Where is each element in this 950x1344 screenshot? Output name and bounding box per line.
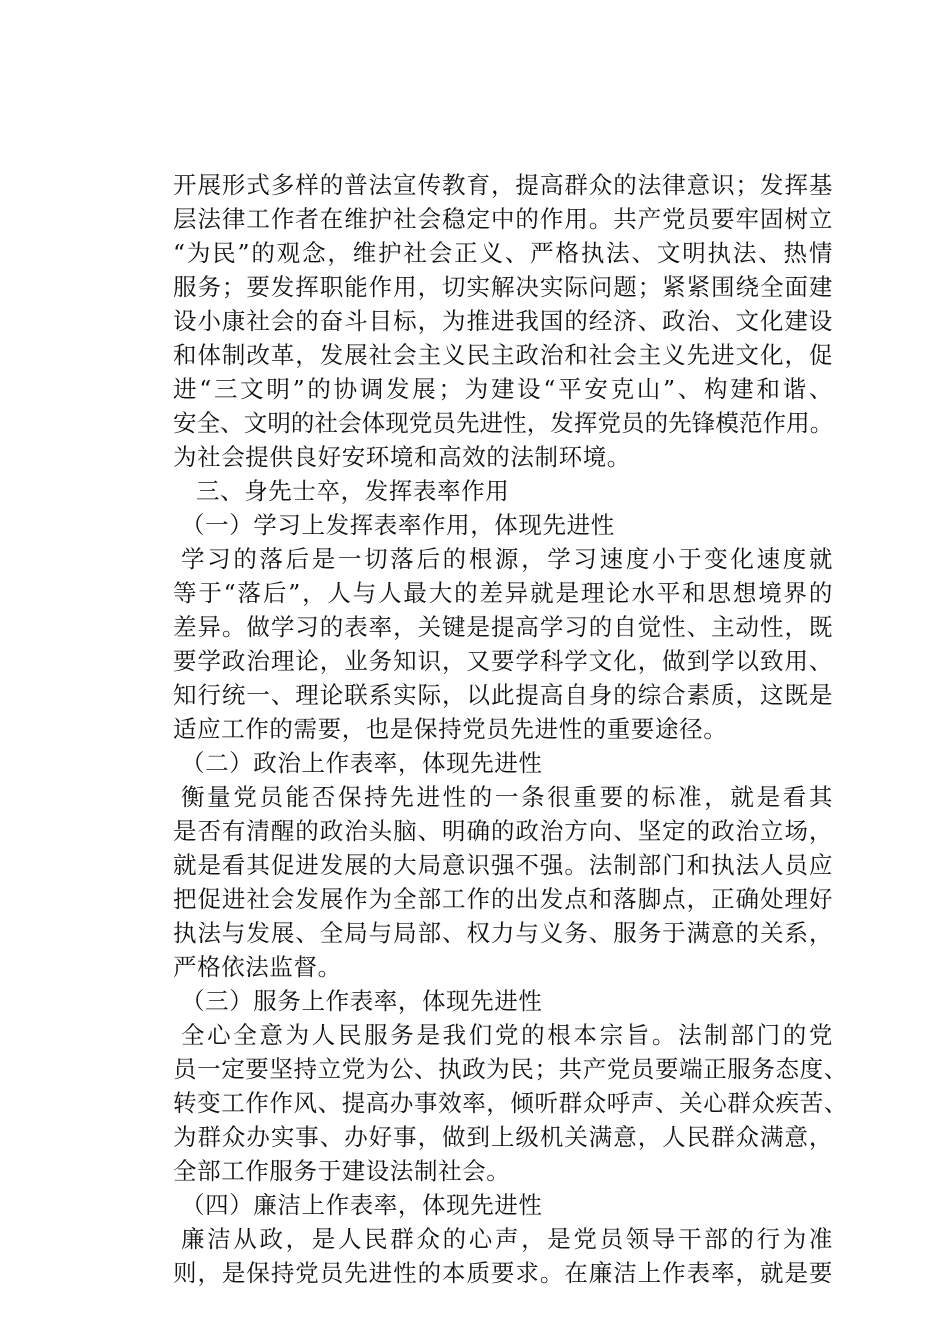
paragraph-line: 是否有清醒的政治头脑、明确的政治方向、坚定的政治立场， bbox=[173, 817, 833, 845]
subsection-heading: （四）廉洁上作表率，体现先进性 bbox=[181, 1191, 543, 1219]
paragraph-line: 为社会提供良好安环境和高效的法制环境。 bbox=[173, 443, 631, 471]
paragraph-line: 执法与发展、全局与局部、权力与义务、服务于满意的关系， bbox=[173, 919, 833, 947]
paragraph-line: 就是看其促进发展的大局意识强不强。法制部门和执法人员应 bbox=[173, 851, 833, 879]
paragraph-line: 则，是保持党员先进性的本质要求。在廉洁上作表率，就是要 bbox=[173, 1259, 833, 1287]
paragraph-line: 廉洁从政，是人民群众的心声，是党员领导干部的行为准 bbox=[181, 1225, 833, 1253]
subsection-heading: （一）学习上发挥表率作用，体现先进性 bbox=[181, 511, 615, 539]
paragraph-line: “为民”的观念，维护社会正义、严格执法、文明执法、热情 bbox=[173, 239, 833, 267]
paragraph-line: 为群众办实事、办好事，做到上级机关满意，人民群众满意， bbox=[173, 1123, 833, 1151]
paragraph-line: 进“三文明”的协调发展；为建设“平安克山”、构建和谐、 bbox=[173, 375, 833, 403]
paragraph-line: 员一定要坚持立党为公、执政为民；共产党员要端正服务态度、 bbox=[173, 1055, 848, 1083]
paragraph-line: 适应工作的需要，也是保持党员先进性的重要途径。 bbox=[173, 715, 728, 743]
paragraph-line: 差异。做学习的表率，关键是提高学习的自觉性、主动性，既 bbox=[173, 613, 833, 641]
paragraph-line: 要学政治理论，业务知识，又要学科学文化，做到学以致用、 bbox=[173, 647, 833, 675]
paragraph-line: 等于“落后”，人与人最大的差异就是理论水平和思想境界的 bbox=[173, 579, 833, 607]
paragraph-line: 安全、文明的社会体现党员先进性，发挥党员的先锋模范作用。 bbox=[173, 409, 833, 437]
subsection-heading: （二）政治上作表率，体现先进性 bbox=[181, 749, 543, 777]
paragraph-line: 设小康社会的奋斗目标，为推进我国的经济、政治、文化建设 bbox=[173, 307, 833, 335]
paragraph-line: 和体制改革，发展社会主义民主政治和社会主义先进文化，促 bbox=[173, 341, 833, 369]
paragraph-line: 知行统一、理论联系实际，以此提高自身的综合素质，这既是 bbox=[173, 681, 833, 709]
paragraph-line: 学习的落后是一切落后的根源，学习速度小于变化速度就 bbox=[181, 545, 833, 573]
paragraph-line: 服务；要发挥职能作用，切实解决实际问题；紧紧围绕全面建 bbox=[173, 273, 833, 301]
paragraph-line: 层法律工作者在维护社会稳定中的作用。共产党员要牢固树立 bbox=[173, 205, 833, 233]
paragraph-line: 全心全意为人民服务是我们党的根本宗旨。法制部门的党 bbox=[181, 1021, 833, 1049]
paragraph-line: 全部工作服务于建设法制社会。 bbox=[173, 1157, 511, 1185]
paragraph-line: 把促进社会发展作为全部工作的出发点和落脚点，正确处理好 bbox=[173, 885, 833, 913]
paragraph-line: 严格依法监督。 bbox=[173, 953, 342, 981]
subsection-heading: （三）服务上作表率，体现先进性 bbox=[181, 987, 543, 1015]
section-heading: 三、身先士卒，发挥表率作用 bbox=[196, 477, 510, 505]
paragraph-line: 开展形式多样的普法宣传教育，提高群众的法律意识；发挥基 bbox=[173, 171, 833, 199]
paragraph-line: 转变工作作风、提高办事效率，倾听群众呼声、关心群众疾苦、 bbox=[173, 1089, 848, 1117]
paragraph-line: 衡量党员能否保持先进性的一条很重要的标准，就是看其 bbox=[181, 783, 833, 811]
